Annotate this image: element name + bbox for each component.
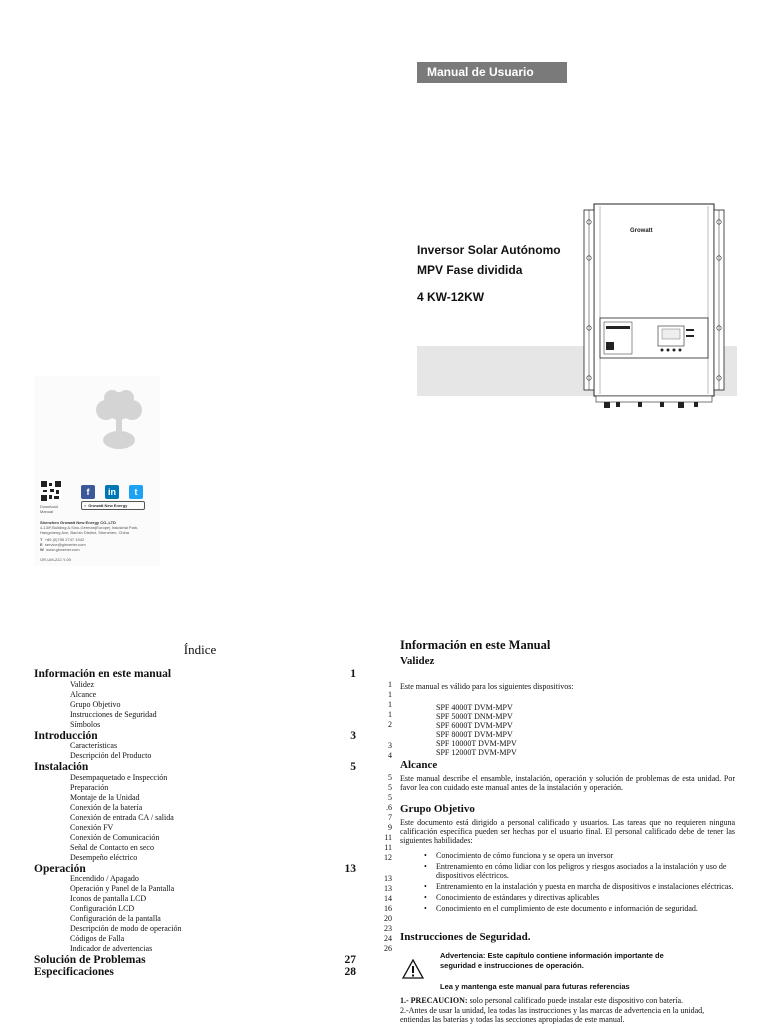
list-item: • Conocimiento en el cumplimiento de este documento e información de seguridad. xyxy=(400,904,735,913)
list-item: • Entrenamiento en cómo lidiar con los peligros y riesgos asociados a la instalación y uso de dispositivos eléctricos. xyxy=(400,862,735,880)
caution-label: 1.- PRECAUCION: xyxy=(400,996,468,1005)
toc-page-number: 1 xyxy=(388,699,392,709)
company-website: W www.ginverter.com xyxy=(40,547,80,552)
product-title xyxy=(417,240,561,280)
skills-list xyxy=(400,851,735,915)
toc-page-number: 3 xyxy=(388,741,392,750)
toc-entry-label: Preparación xyxy=(70,782,109,792)
device-item: SPF 4000T DVM-MPV xyxy=(436,703,513,712)
validity-text: Este manual es válido para los siguientes dispositivos: xyxy=(400,682,574,691)
toc-entry-label: Introducción xyxy=(34,729,98,742)
device-item: SPF 10000T DVM-MPV xyxy=(436,739,517,748)
warning-line2: seguridad e instrucciones de operación. xyxy=(440,961,584,970)
device-item: SPF 12000T DVM-MPV xyxy=(436,748,517,757)
validity-heading: Validez xyxy=(400,655,435,667)
toc-subsection-row xyxy=(34,823,392,832)
toc-page-number: 2 xyxy=(388,719,392,729)
safety-heading: Instrucciones de Seguridad. xyxy=(400,931,531,943)
toc-subsection-row xyxy=(34,773,392,782)
toc-entry-label: Descripción de modo de operación xyxy=(70,924,182,933)
toc-entry-label: Descripción del Producto xyxy=(70,751,152,760)
toc-page-number: 11 xyxy=(384,842,392,852)
company-address-line1: 4-13/F,Building A,Sino-German(Europe) Industrial Park, xyxy=(40,525,139,530)
toc-page-number: .6 xyxy=(386,802,392,812)
facebook-icon[interactable]: f xyxy=(81,485,95,499)
toc-subsection-row xyxy=(34,710,392,719)
toc-page-number: 1 xyxy=(388,709,392,719)
toc-subsection-row xyxy=(34,874,392,883)
product-title-line1: Inversor Solar Autónomo xyxy=(417,243,561,257)
toc-subsection-row xyxy=(34,853,392,862)
phone-value: +86 (0)755 2747 1942 xyxy=(44,537,85,542)
caution-item xyxy=(400,996,735,1005)
toc-entry-label: Alcance xyxy=(70,689,97,699)
toc-entry-label: Conexión de Comunicación xyxy=(70,832,160,842)
company-info xyxy=(40,520,158,562)
warning-triangle-icon xyxy=(402,959,424,979)
toc-subsection-row xyxy=(34,833,392,842)
toc-entry-label: Conexión de entrada CA / salida xyxy=(70,812,174,822)
toc-subsection-row xyxy=(34,944,392,953)
toc-page-number: 4 xyxy=(388,751,392,760)
toc-entry-label: Montaje de la Unidad xyxy=(70,792,140,802)
inverter-illustration xyxy=(582,198,726,412)
toc-entry-label: Conexión de la batería xyxy=(70,802,143,812)
scope-heading: Alcance xyxy=(400,759,438,771)
doc-code: GR-UM-222-Y-00 xyxy=(40,557,71,562)
toc-page-number: 24 xyxy=(384,934,392,943)
company-email: E service@ginverter.com xyxy=(40,542,86,547)
toc-subsection-row xyxy=(34,741,392,750)
toc-entry-label: Grupo Objetivo xyxy=(70,699,121,709)
toc-page-number: 5 xyxy=(388,772,392,782)
toc-subsection-row xyxy=(34,793,392,802)
warning-text xyxy=(440,951,700,971)
toc-page-number: 13 xyxy=(384,884,392,893)
toc-page-number: 26 xyxy=(384,944,392,953)
toc-page-number: 11 xyxy=(384,832,392,842)
toc-page-number: 28 xyxy=(344,965,356,978)
toc-entry-label: Conexión FV xyxy=(70,822,114,832)
toc-entry-label: Símbolos xyxy=(70,719,101,729)
toc-subsection-row xyxy=(34,934,392,943)
toc-entry-label: Instrucciones de Seguridad xyxy=(70,709,157,719)
toc-page-number: 5 xyxy=(388,792,392,802)
toc-entry-label: Encendido / Apagado xyxy=(70,874,139,883)
toc-section-row xyxy=(34,954,356,966)
caution-text: solo personal calificado puede instalar este dispositivo con batería. xyxy=(467,996,684,1005)
toc-entry-label: Desempeño eléctrico xyxy=(70,852,138,862)
toc-entry-label: Indicador de advertencias xyxy=(70,944,153,953)
toc-subsection-row xyxy=(34,904,392,913)
toc-page-number: 12 xyxy=(384,852,392,862)
email-value: service@ginverter.com xyxy=(44,542,86,547)
toc-page-number: 13 xyxy=(344,862,356,875)
search-box[interactable] xyxy=(81,501,145,510)
target-heading: Grupo Objetivo xyxy=(400,803,475,815)
list-item: • Conocimiento de estándares y directivas aplicables xyxy=(400,893,735,902)
toc-entry-label: Instalación xyxy=(34,761,89,773)
target-text: Este documento está dirigido a personal calificado y usuarios. Las tareas que no requieren ninguna calificación específica pueden ser hechas por el usuario final. El personal calificado debe de tener las siguientes habilidades: xyxy=(400,818,735,845)
toc-subsection-row xyxy=(34,843,392,852)
index-title: Índice xyxy=(183,642,217,657)
download-manual-label: Download Manual xyxy=(40,504,58,514)
toc-section-row xyxy=(34,761,356,773)
product-title-line2: MPV Fase dividida xyxy=(417,263,523,277)
toc-entry-label: Información en este manual xyxy=(34,668,172,680)
toc-page-number: 5 xyxy=(388,782,392,792)
tree-logo-icon xyxy=(84,384,154,454)
company-name: Shenzhen Growatt New Energy CO.,LTD xyxy=(40,520,116,525)
toc-page-number: 13 xyxy=(384,874,392,883)
manual-label-banner: Manual de Usuario xyxy=(417,62,567,83)
website-value: www.ginverter.com xyxy=(46,547,80,552)
scope-text: Este manual describe el ensamble, instalación, operación y solución de problemas de esta unidad. Por favor lea con cuidado este manual antes de la instalación y operación. xyxy=(400,774,735,792)
toc-entry-label: Validez xyxy=(70,679,94,689)
toc-entry-label: Iconos de pantalla LCD xyxy=(70,894,147,903)
company-address-line2: Hangcheng Ave, Bao'an District, Shenzhen, China xyxy=(40,530,129,535)
brand-logo: Growatt xyxy=(630,228,653,234)
toc-subsection-row xyxy=(34,884,392,893)
toc-subsection-row xyxy=(34,803,392,812)
toc-subsection-row xyxy=(34,700,392,709)
toc-page-number: 1 xyxy=(350,668,356,680)
read-keep-note: Lea y mantenga este manual para futuras referencias xyxy=(440,982,630,991)
toc-subsection-row xyxy=(34,680,392,689)
search-label: Growatt New Energy xyxy=(88,503,128,508)
toc-page-number: 14 xyxy=(384,894,392,903)
toc-subsection-row xyxy=(34,924,392,933)
device-item: SPF 5000T DNM-MPV xyxy=(436,712,513,721)
toc-entry-label: Configuración de la pantalla xyxy=(70,914,161,923)
toc-section-row xyxy=(34,730,356,742)
toc-subsection-row xyxy=(34,690,392,699)
twitter-icon[interactable]: t xyxy=(129,485,143,499)
toc-page-number: 1 xyxy=(388,689,392,699)
toc-entry-label: Especificaciones xyxy=(34,965,114,978)
toc-entry-label: Códigos de Falla xyxy=(70,934,125,943)
toc-page-number: 23 xyxy=(384,924,392,933)
toc-subsection-row xyxy=(34,751,392,760)
toc-entry-label: Operación y Panel de la Pantalla xyxy=(70,884,175,893)
toc-subsection-row xyxy=(34,783,392,792)
qr-code-icon xyxy=(40,480,62,502)
toc-subsection-row xyxy=(34,894,392,903)
company-phone: T +86 (0)755 2747 1942 xyxy=(40,537,85,542)
toc-page-number: 7 xyxy=(388,812,392,822)
toc-entry-label: Operación xyxy=(34,862,86,875)
instruction-item-2: 2.-Antes de usar la unidad, lea todas las instrucciones y las marcas de advertencia en la unidad, entiendas las baterías y todas las secciones apropiadas de este manual. xyxy=(400,1006,705,1024)
list-item: • Conocimiento de cómo funciona y se opera un inversor xyxy=(400,851,735,860)
toc-subsection-row xyxy=(34,813,392,822)
toc-entry-label: Señal de Contacto en seco xyxy=(70,842,154,852)
linkedin-icon[interactable]: in xyxy=(105,485,119,499)
toc-page-number: 3 xyxy=(350,729,356,742)
device-item: SPF 8000T DVM-MPV xyxy=(436,730,513,739)
device-list xyxy=(436,703,517,757)
device-item: SPF 6000T DVM-MPV xyxy=(436,721,513,730)
toc-page-number: 5 xyxy=(350,761,356,773)
toc-page-number: 9 xyxy=(388,822,392,832)
toc-entry-label: Desempaquetado e Inspección xyxy=(70,772,168,782)
toc-page-number: 20 xyxy=(384,914,392,923)
back-cover-panel xyxy=(34,376,160,566)
toc-page-number: 1 xyxy=(388,679,392,689)
toc-page-number: 16 xyxy=(384,904,392,913)
toc-entry-label: Solución de Problemas xyxy=(34,954,146,966)
toc-page-number: 27 xyxy=(344,954,356,966)
toc-section-row xyxy=(34,966,356,978)
power-range: 4 KW-12KW xyxy=(417,290,485,304)
toc-subsection-row xyxy=(34,720,392,729)
warning-line1: Advertencia: Este capítulo contiene información importante de xyxy=(440,951,664,960)
info-title: Información en este Manual xyxy=(400,638,551,652)
list-item: • Entrenamiento en la instalación y puesta en marcha de dispositivos e instalaciones eléctricas. xyxy=(400,882,735,891)
toc-section-row xyxy=(34,863,356,875)
search-icon: ⌕ xyxy=(84,503,87,508)
toc-entry-label: Características xyxy=(70,741,118,750)
toc-entry-label: Configuración LCD xyxy=(70,904,135,913)
toc-section-row xyxy=(34,668,356,680)
toc-subsection-row xyxy=(34,914,392,923)
